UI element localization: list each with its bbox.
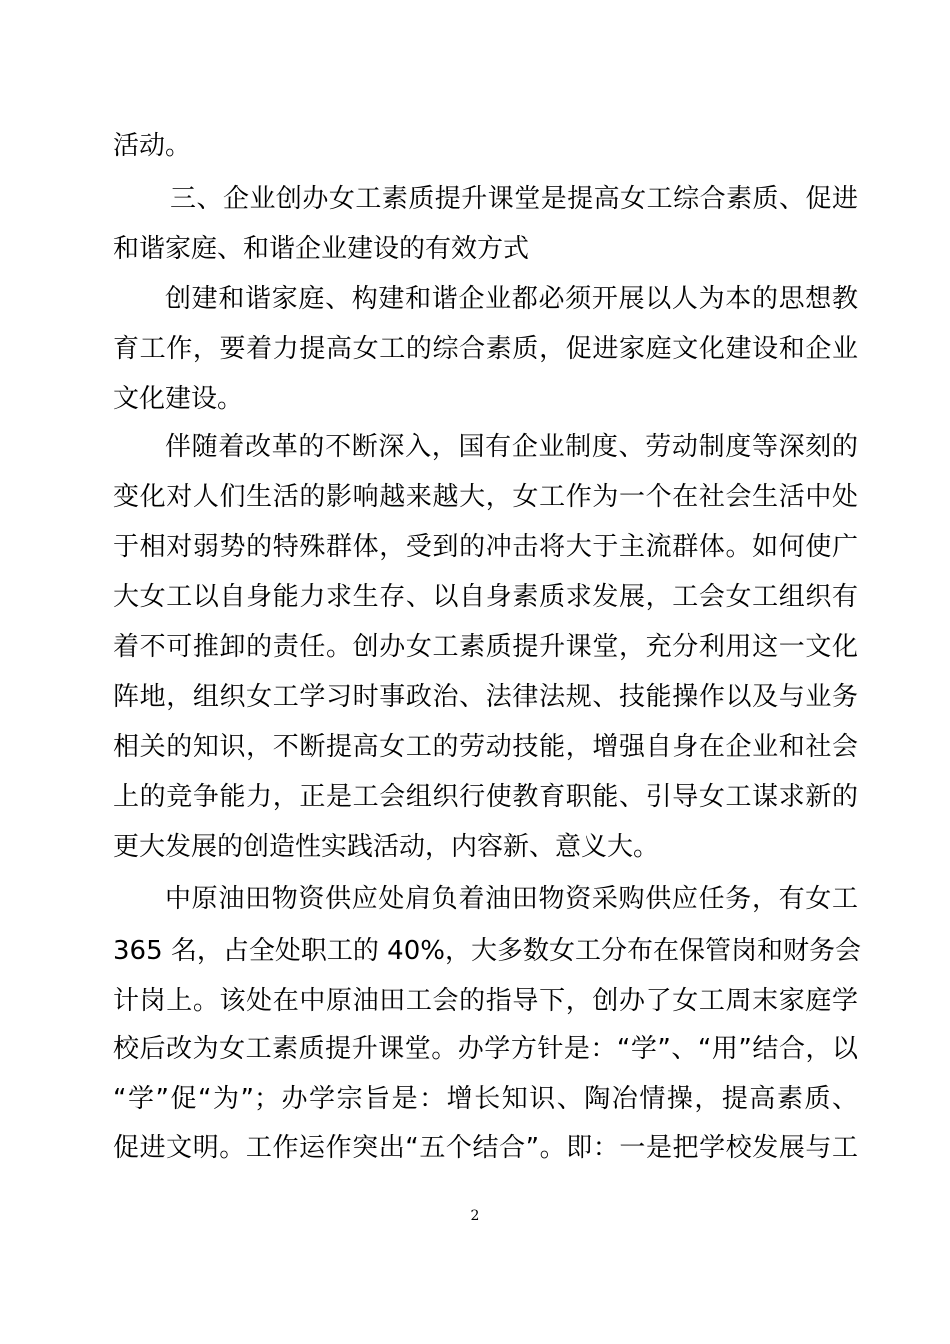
text-line: 伴随着改革的不断深入，国有企业制度、劳动制度等深刻的 (165, 432, 858, 462)
text-line: 计岗上。该处在中原油田工会的指导下，创办了女工周末家庭学 (113, 986, 858, 1016)
text-line: 校后改为女工素质提升课堂。办学方针是：“学”、“用”结合，以 (113, 1034, 858, 1064)
text-line: 阵地，组织女工学习时事政治、法律法规、技能操作以及与业务 (113, 682, 858, 712)
text-line: 活动。 (113, 131, 192, 161)
text-line: 促进文明。工作运作突出“五个结合”。即：一是把学校发展与工 (113, 1133, 858, 1163)
text-line: 育工作，要着力提高女工的综合素质，促进家庭文化建设和企业 (113, 334, 858, 364)
page-number: 2 (470, 1208, 480, 1224)
text-line: 创建和谐家庭、构建和谐企业都必须开展以人为本的思想教 (165, 284, 858, 314)
text-line: “学”促“为”；办学宗旨是：增长知识、陶冶情操，提高素质、 (113, 1084, 858, 1114)
text-line: 中原油田物资供应处肩负着油田物资采购供应任务，有女工 (165, 884, 858, 914)
text-line: 365 名，占全处职工的 40%，大多数女工分布在保管岗和财务会 (113, 936, 861, 966)
text-line: 着不可推卸的责任。创办女工素质提升课堂，充分利用这一文化 (113, 632, 858, 662)
text-line: 更大发展的创造性实践活动，内容新、意义大。 (113, 832, 660, 862)
text-line: 文化建设。 (113, 384, 244, 414)
section-heading-line: 和谐家庭、和谐企业建设的有效方式 (113, 234, 530, 264)
text-line: 于相对弱势的特殊群体，受到的冲击将大于主流群体。如何使广 (113, 532, 858, 562)
text-line: 大女工以自身能力求生存、以自身素质求发展，工会女工组织有 (113, 582, 858, 612)
section-heading-line: 三、企业创办女工素质提升课堂是提高女工综合素质、促进 (170, 184, 858, 214)
text-line: 变化对人们生活的影响越来越大，女工作为一个在社会生活中处 (113, 482, 858, 512)
text-line: 上的竞争能力，正是工会组织行使教育职能、引导女工谋求新的 (113, 782, 858, 812)
text-line: 相关的知识，不断提高女工的劳动技能，增强自身在企业和社会 (113, 732, 858, 762)
